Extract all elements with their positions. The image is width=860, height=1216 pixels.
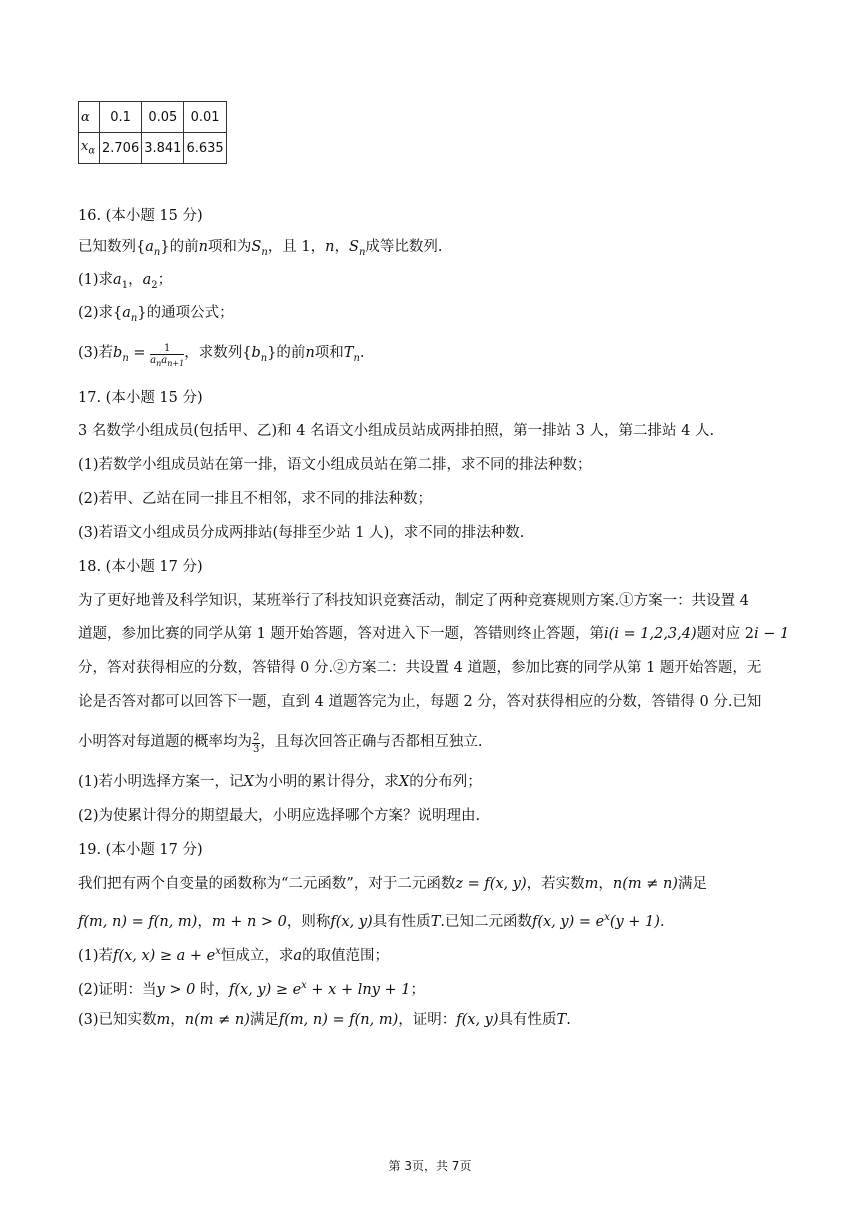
q18-part1: (1)若小明选择方案一，记X为小明的累计得分，求X的分布列； — [78, 774, 482, 790]
critical-value-table — [78, 101, 227, 164]
q18-stem-line5: 小明答对每道题的概率均为 $\frac{2}{3}$ ，且每次回答正确与否都相互独立. — [78, 732, 483, 755]
table-header-alpha: α — [79, 102, 100, 133]
q16-title: 16. (本小题 15 分) — [78, 208, 203, 224]
q16-stem: 已知数列$\{a_n\}$的前n项和为$S_n$，且 1，n，$S_n$成等比数列. — [78, 239, 443, 258]
q16-part1: (1)求$a_1$，$a_2$； — [78, 272, 173, 291]
q16-part2: (2)求$\{a_n\}$的通项公式； — [78, 305, 234, 324]
table-cell: 2.706 — [100, 133, 142, 164]
q19-part2: (2)证明：当y > 0 时，f(x, $y) \ge e^x + x + \ln y + 1$； — [78, 980, 425, 998]
q17-title: 17. (本小题 15 分) — [78, 390, 203, 406]
alpha-subscript: α — [88, 145, 96, 157]
q16-part3: (3)若$b_n$ = $\frac{1}{a_na_{n+1}}$ ，求数列$\{b_n\}$的前n项和$T_n$. — [78, 343, 365, 368]
table-cell: 0.1 — [100, 102, 142, 133]
q17-part1: (1)若数学小组成员站在第一排，语文小组成员站在第二排，求不同的排法种数； — [78, 457, 592, 473]
page-footer: 第 3页，共 7页 — [388, 1159, 472, 1173]
table-cell: 0.01 — [184, 102, 226, 133]
x-symbol: x — [81, 139, 89, 155]
q17-stem: 3 名数学小组成员(包括甲、乙)和 4 名语文小组成员站成两排拍照，第一排站 3 人，第二排站 4 人. — [78, 423, 715, 439]
table-row — [79, 133, 227, 164]
q17-part2: (2)若甲、乙站在同一排且不相邻，求不同的排法种数； — [78, 491, 433, 507]
table-header-x — [79, 133, 100, 164]
q19-stem-line2: f(m, n) = f(n, m)，m + n > 0，则称f(x, y)具有性质T.已知二元函数f(x, $y) = e^x(y + 1)$. — [78, 912, 665, 930]
q19-part1: (1)若f(x, $x) \ge a + e^x$恒成立，求a的取值范围； — [78, 946, 390, 964]
q18-part2: (2)为使累计得分的期望最大，小明应选择哪个方案？说明理由. — [78, 808, 481, 824]
q18-stem-line3: 分，答对获得相应的分数，答错得 0 分.②方案二：共设置 4 道题，参加比赛的同学从第 1 题开始答题，无 — [78, 660, 762, 676]
q18-stem-line4: 论是否答对都可以回答下一题，直到 4 道题答完为止，每题 2 分，答对获得相应的分数，答错得 0 分.已知 — [78, 694, 762, 710]
q19-part3: (3)已知实数m，n(m ≠ n)满足f(m, n) = f(n, m)，证明：f(x, y)具有性质T. — [78, 1012, 571, 1028]
q18-stem-line1: 为了更好地普及科学知识，某班举行了科技知识竞赛活动，制定了两种竞赛规则方案.①方案一：共设置 4 — [78, 593, 749, 609]
fraction: $\frac{1}{a_na_{n+1}}$ — [150, 343, 185, 368]
q19-title: 19. (本小题 17 分) — [78, 842, 203, 858]
q19-stem-line1: 我们把有两个自变量的函数称为“二元函数”，对于二元函数z = f(x, y)，若实数m，n(m ≠ n)满足 — [78, 876, 707, 892]
q17-part3: (3)若语文小组成员分成两排站(每排至少站 1 人)，求不同的排法种数. — [78, 525, 525, 541]
q18-stem-line2: 道题，参加比赛的同学从第 1 题开始答题，答对进入下一题，答错则终止答题，第i(i = 1,2,3,4)题对应 2i − 1 — [78, 626, 790, 642]
table-row — [79, 102, 227, 133]
table-cell: 3.841 — [142, 133, 184, 164]
table-cell: 6.635 — [184, 133, 226, 164]
fraction: $\frac{2}{3}$ — [253, 732, 260, 755]
q18-title: 18. (本小题 17 分) — [78, 559, 203, 575]
table-cell: 0.05 — [142, 102, 184, 133]
